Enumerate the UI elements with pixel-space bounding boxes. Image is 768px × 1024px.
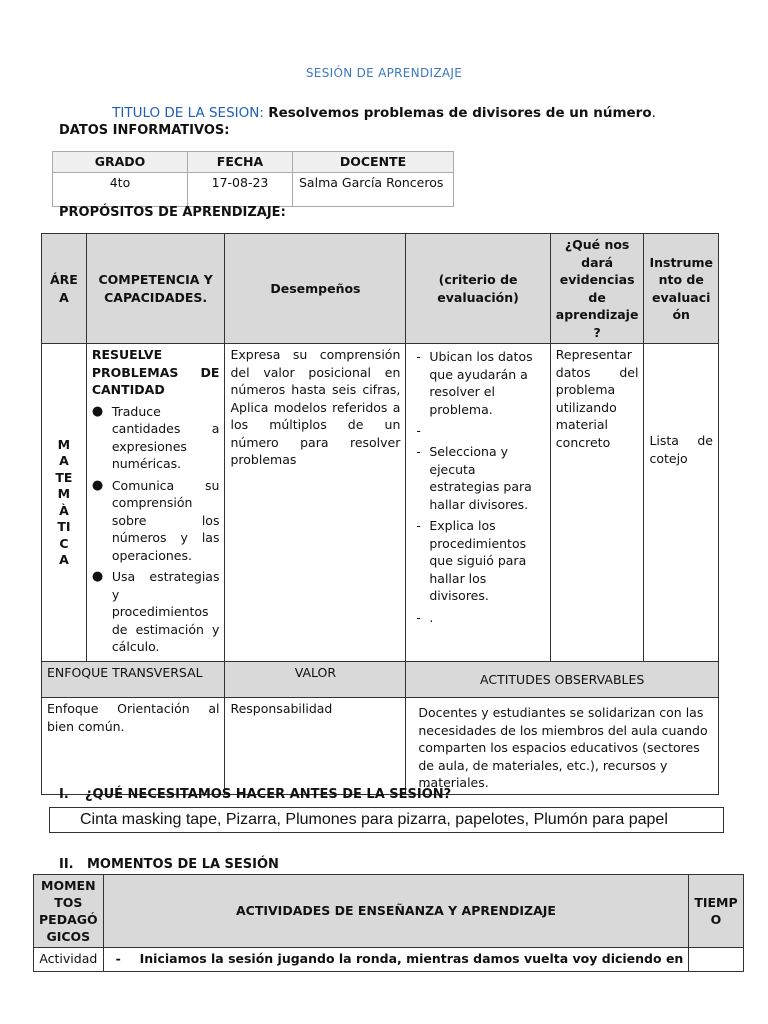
criteria-item: - .	[429, 609, 544, 627]
header-activities: ACTIVIDADES DE ENSEÑANZA Y APRENDIZAJE	[103, 875, 689, 948]
info-header-grade: GRADO	[53, 152, 188, 173]
info-table	[52, 151, 454, 207]
area-letter: TI	[57, 519, 71, 534]
header-competence: COMPETENCIA Y CAPACIDADES.	[86, 234, 225, 344]
info-header-date: FECHA	[188, 152, 293, 173]
capacity-item: ● Comunica su comprensión sobre los números y las operaciones.	[112, 477, 220, 565]
capacity-item: ● Usa estrategias y procedimientos de estimación y cálculo.	[112, 568, 220, 656]
session-title-value: Resolvemos problemas de divisores de un número	[268, 105, 652, 121]
session-title	[0, 105, 768, 121]
competence-cell	[86, 344, 225, 662]
competence-title: RESUELVE PROBLEMAS DE CANTIDAD	[91, 347, 220, 397]
info-heading: DATOS INFORMATIVOS:	[59, 123, 230, 138]
criteria-list	[411, 348, 544, 626]
area-letter: C	[59, 535, 69, 551]
criteria-item: - Selecciona y ejecuta estrategias para hallar divisores.	[429, 443, 544, 513]
approach-value: Enfoque Orientación al bien común.	[42, 698, 225, 795]
section-1-number: I.	[59, 787, 69, 802]
area-letter: M	[57, 436, 71, 452]
value-header: VALOR	[225, 662, 406, 698]
attitudes-header: ACTITUDES OBSERVABLES	[406, 662, 719, 698]
header-area: ÁRE A	[42, 234, 87, 344]
value-value: Responsabilidad	[225, 698, 406, 795]
section-1-title: ¿QUÉ NECESITAMOS HACER ANTES DE LA SESIÓN?	[85, 787, 452, 802]
area-letter: A	[59, 453, 69, 468]
section-2-number: II.	[59, 857, 74, 872]
materials-box: Cinta masking tape, Pizarra, Plumones para pizarra, papelotes, Plumón para papel	[49, 807, 724, 833]
area-cell	[42, 344, 87, 662]
area-letter: A	[59, 552, 69, 567]
purposes-heading: PROPÓSITOS DE APRENDIZAJE:	[59, 205, 286, 220]
header-instrument: Instrume nto de evaluaci ón	[644, 234, 719, 344]
header-criteria: (criterio de evaluación)	[406, 234, 550, 344]
attitudes-value: Docentes y estudiantes se solidarizan con las necesidades de los miembros del aula cuando comparten los espacios educativos (sectores de aula, de materiales, etc.), recursos y materiales.	[406, 698, 719, 795]
info-teacher: Salma García Ronceros	[293, 173, 454, 207]
header-moments: MOMEN TOS PEDAGÓ GICOS	[34, 875, 104, 948]
criteria-cell	[406, 344, 550, 662]
instrument-cell: Lista de cotejo	[644, 344, 719, 662]
row-activity-text: Iniciamos la sesión jugando la ronda, mientras damos vuelta voy diciendo en	[139, 951, 684, 966]
row-label: Actividad	[34, 948, 104, 972]
area-letter: À	[59, 502, 69, 518]
section-2-heading	[59, 857, 279, 872]
header-performance: Desempeños	[225, 234, 406, 344]
dash-bullet: -	[115, 951, 121, 966]
performance-cell: Expresa su comprensión del valor posicional en números hasta seis cifras, Aplica modelos referidos a los múltiplos de un número para resolver problemas	[225, 344, 406, 662]
area-letter: TE	[55, 469, 73, 485]
purposes-table	[41, 233, 719, 795]
evidence-cell: Representar datos del problema utilizando material concreto	[550, 344, 644, 662]
header-time: TIEMP O	[689, 875, 743, 948]
section-2-title: MOMENTOS DE LA SESIÓN	[87, 857, 279, 872]
info-header-teacher: DOCENTE	[293, 152, 454, 173]
capacities-list	[92, 403, 220, 656]
area-letter: M	[57, 486, 71, 501]
info-date: 17-08-23	[188, 173, 293, 207]
session-title-label: TITULO DE LA SESION:	[112, 105, 264, 121]
capacity-item: ● Traduce cantidades a expresiones numéricas.	[112, 403, 220, 473]
criteria-item	[429, 422, 544, 439]
info-grade: 4to	[53, 173, 188, 207]
criteria-item: - Explica los procedimientos que siguió para hallar los divisores.	[429, 517, 544, 605]
criteria-item: - Ubican los datos que ayudarán a resolver el problema.	[429, 348, 544, 418]
session-title-period: .	[651, 105, 656, 121]
section-1-heading	[59, 787, 451, 802]
document-title: SESIÓN DE APRENDIZAJE	[305, 66, 463, 80]
approach-header: ENFOQUE TRANSVERSAL	[42, 662, 225, 698]
row-activity	[103, 948, 689, 972]
header-evidence: ¿Qué nos dará evidencias de aprendizaje ?	[550, 234, 644, 344]
moments-table	[33, 874, 744, 972]
row-time	[689, 948, 743, 972]
